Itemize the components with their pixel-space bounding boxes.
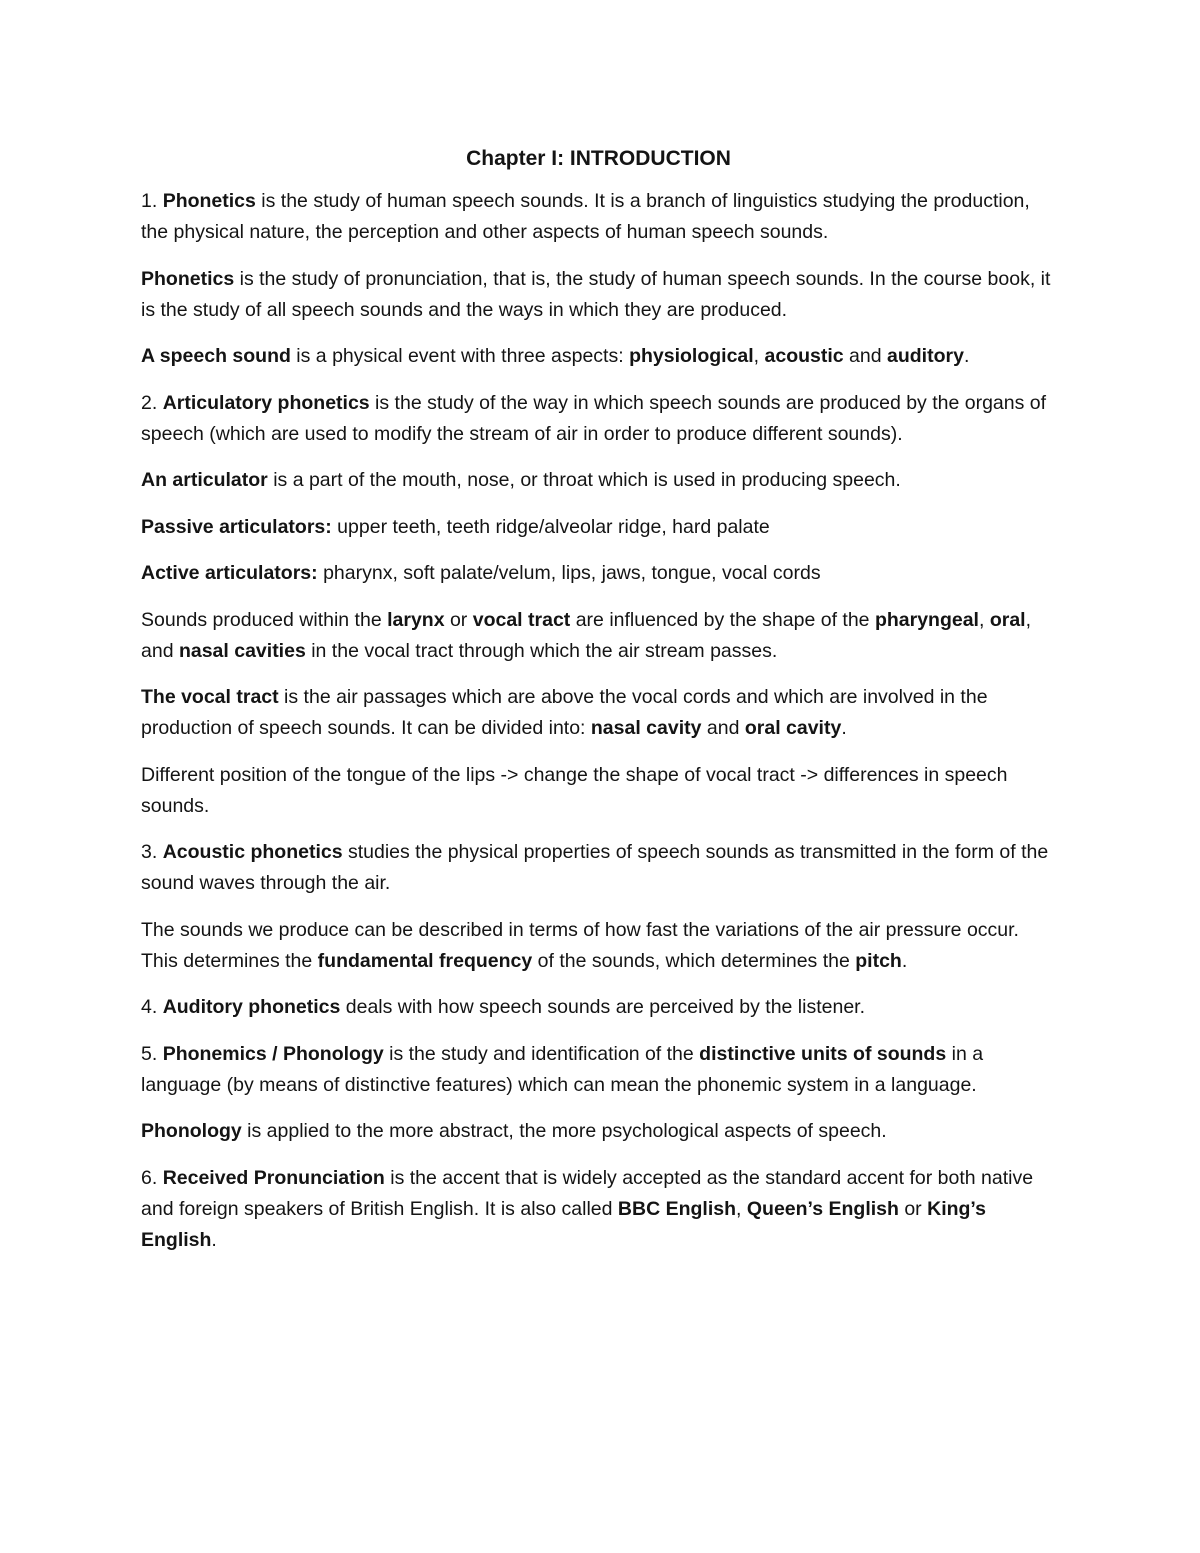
text-run: pharynx, soft palate/velum, lips, jaws, tongue, vocal cords <box>317 562 821 584</box>
text-run: . <box>211 1228 217 1251</box>
text-run: is the study and identification of the <box>383 1042 700 1065</box>
text-run: 4. <box>141 996 163 1018</box>
bold-term: Phonetics <box>162 190 256 212</box>
text-run: and <box>843 345 888 367</box>
text-run: upper teeth, teeth ridge/alveolar ridge, hard palate <box>331 515 770 538</box>
bold-term: physiological <box>629 345 754 367</box>
paragraph <box>141 558 1056 589</box>
paragraph <box>141 512 1056 543</box>
bold-term: Acoustic phonetics <box>162 841 343 863</box>
text-run: 5. <box>141 1042 163 1065</box>
text-run: of the sounds, which determines the <box>532 949 856 972</box>
bold-term: Phonology <box>141 1120 242 1142</box>
text-run: , <box>736 1197 747 1220</box>
text-run: is a physical event with three aspects: <box>290 345 630 367</box>
paragraph <box>141 915 1056 977</box>
text-run: is the study of pronunciation, that is, the study of human speech sounds. In the course book, it is the study of all speech sounds and the ways in which they are produced. <box>141 267 1051 321</box>
text-run: is the accent that is widely accepted as the standard accent for both native and foreign speakers of British English. It is also called <box>141 1166 1034 1220</box>
bold-term: nasal cavities <box>178 639 306 662</box>
text-run: is the study of the way in which speech sounds are produced by the organs of speech (which are used to modify the stream of air in order to produce different sounds). <box>141 391 1047 445</box>
text-run: studies the physical properties of speech sounds as transmitted in the form of the sound waves through the air. <box>141 841 1049 894</box>
paragraph <box>141 1039 1056 1101</box>
text-run: , <box>978 608 990 631</box>
bold-term: Auditory phonetics <box>162 996 341 1018</box>
paragraph <box>141 341 1056 372</box>
text-run: is applied to the more abstract, the more psychological aspects of speech. <box>241 1120 887 1142</box>
bold-term: vocal tract <box>472 608 571 631</box>
text-run: is a part of the mouth, nose, or throat which is used in producing speech. <box>267 469 901 491</box>
text-run: . <box>841 717 847 739</box>
paragraph <box>141 837 1056 899</box>
paragraph <box>141 1116 1056 1147</box>
bold-term: distinctive units of sounds <box>699 1042 947 1065</box>
bold-term: auditory <box>887 345 964 367</box>
bold-term: fundamental frequency <box>317 949 533 972</box>
bold-term: Passive articulators: <box>141 515 332 538</box>
bold-term: Phonemics / Phonology <box>162 1042 384 1065</box>
bold-term: oral cavity <box>744 717 842 739</box>
text-run: 3. <box>141 841 163 863</box>
text-run: The sounds we produce can be described in terms of how fast the variations of the air pressure occur. This determines the <box>141 918 1019 972</box>
paragraph <box>141 760 1056 822</box>
bold-term: Phonetics <box>141 267 235 290</box>
text-run: deals with how speech sounds are perceived by the listener. <box>340 996 866 1018</box>
text-run: , <box>753 345 765 367</box>
bold-term: oral <box>989 608 1026 631</box>
bold-term: pharyngeal <box>874 608 979 631</box>
text-run: in a language (by means of distinctive features) which can mean the phonemic system in a language. <box>141 1042 984 1096</box>
bold-term: pitch <box>855 949 902 972</box>
bold-term: King’s English <box>141 1197 986 1251</box>
text-run: or <box>898 1197 928 1220</box>
paragraph <box>141 388 1056 450</box>
text-run: 6. <box>141 1166 163 1189</box>
paragraph <box>141 682 1056 744</box>
text-run: and <box>701 717 745 739</box>
paragraph-list <box>141 186 1056 1256</box>
bold-term: Received Pronunciation <box>162 1166 385 1189</box>
text-run: is the study of human speech sounds. It is a branch of linguistics studying the production, the physical nature, the perception and other aspects of human speech sounds. <box>141 190 1030 243</box>
paragraph <box>141 186 1056 248</box>
text-run: are influenced by the shape of the <box>570 608 875 631</box>
text-run: . <box>901 949 908 972</box>
text-run: 2. <box>141 391 163 414</box>
bold-term: Articulatory phonetics <box>162 391 370 414</box>
bold-term: An articulator <box>141 469 268 491</box>
text-run: 1. <box>141 190 163 212</box>
text-run: in the vocal tract through which the air stream passes. <box>305 639 778 662</box>
bold-term: A speech sound <box>141 345 291 367</box>
text-run: . <box>963 345 970 367</box>
paragraph <box>141 992 1056 1023</box>
bold-term: Active articulators: <box>141 562 318 584</box>
paragraph <box>141 465 1056 496</box>
bold-term: nasal cavity <box>590 717 702 739</box>
paragraph <box>141 605 1056 667</box>
paragraph <box>141 1163 1056 1256</box>
document-body <box>141 142 1056 1271</box>
text-run: , and <box>141 608 1032 662</box>
text-run: is the air passages which are above the vocal cords and which are involved in the production of speech sounds. It can be divided into: <box>141 686 988 739</box>
bold-term: acoustic <box>764 345 844 367</box>
text-run: or <box>444 608 473 631</box>
text-run: Sounds produced within the <box>141 608 388 631</box>
bold-term: The vocal tract <box>141 686 279 708</box>
paragraph <box>141 264 1056 326</box>
bold-term: BBC English <box>617 1197 737 1220</box>
bold-term: Queen’s English <box>746 1197 899 1220</box>
page-title: Chapter I: INTRODUCTION <box>466 147 731 170</box>
text-run: Different position of the tongue of the lips -> change the shape of vocal tract -> differences in speech sounds. <box>141 763 1008 817</box>
bold-term: larynx <box>387 608 445 631</box>
